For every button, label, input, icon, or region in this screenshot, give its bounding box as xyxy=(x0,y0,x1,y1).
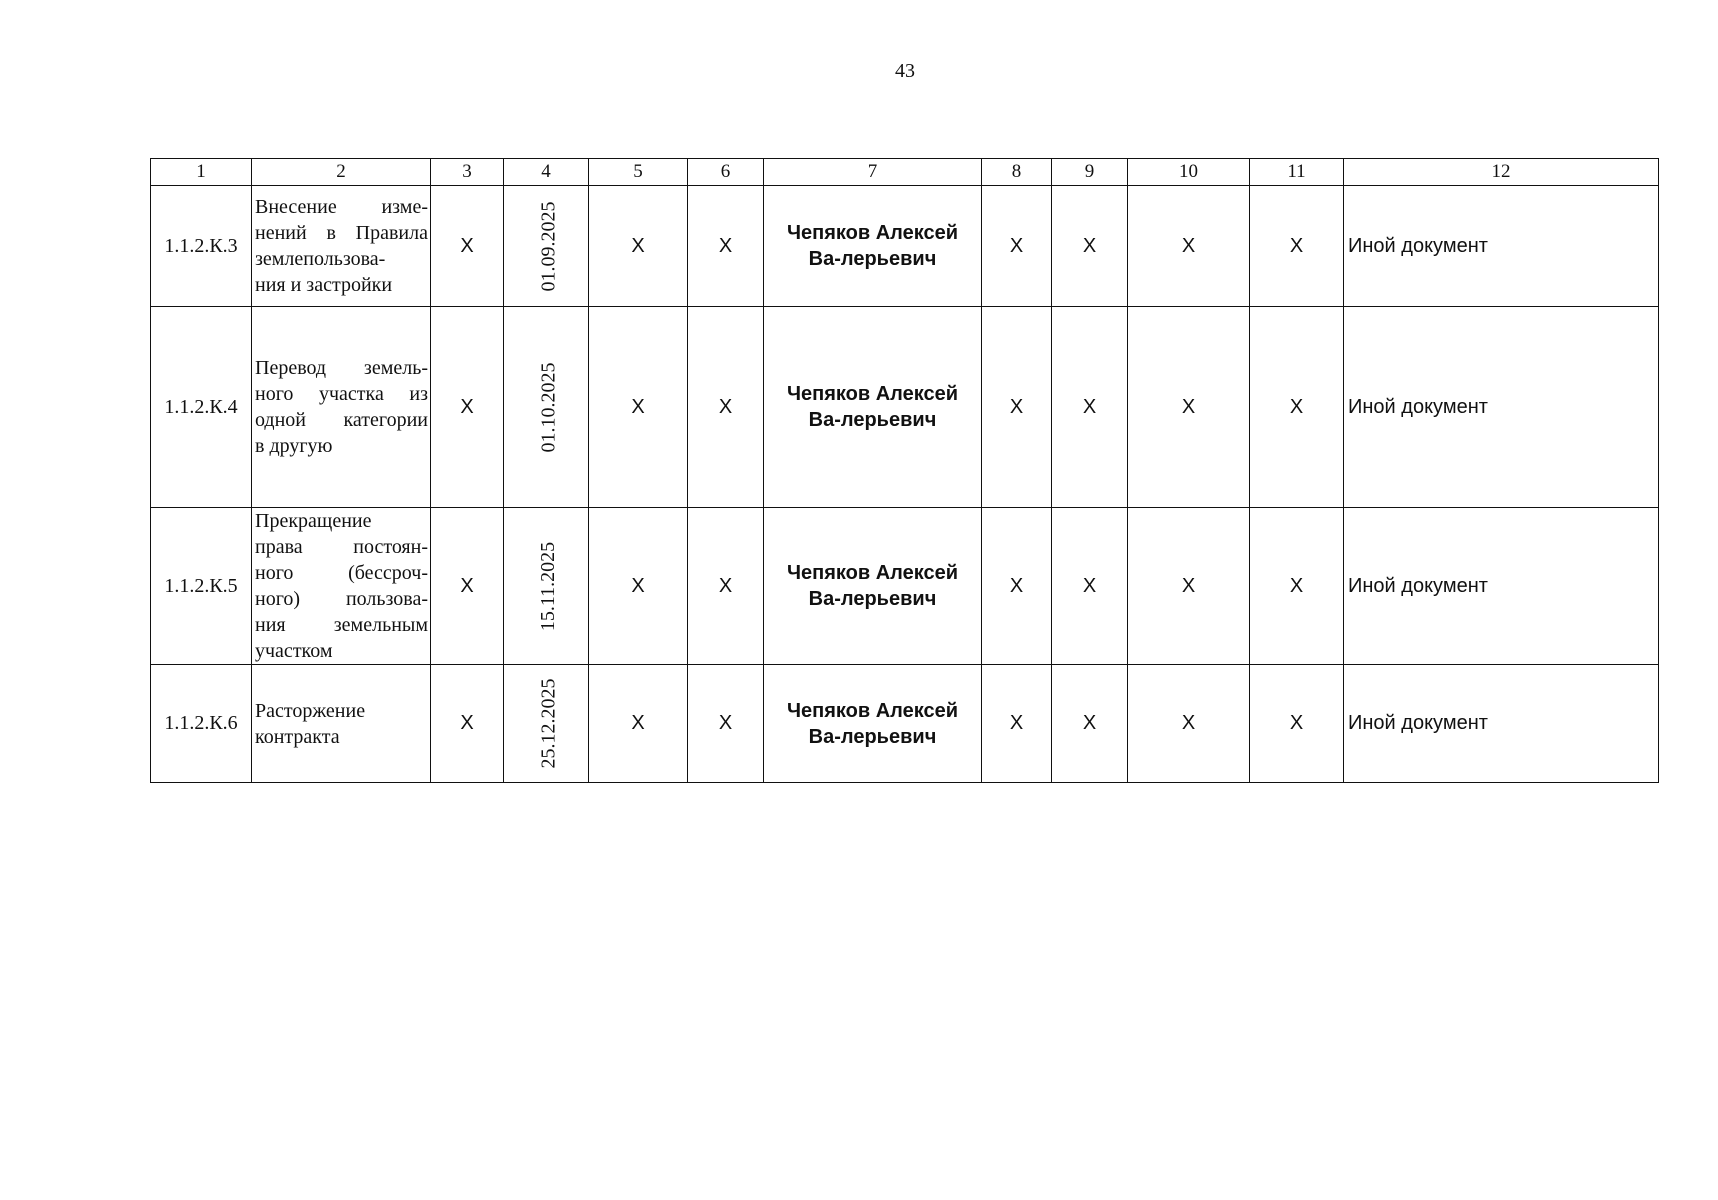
row-responsible: Чепяков Алексей Ва-лерьевич xyxy=(764,186,982,307)
cell-x: X xyxy=(589,665,688,783)
row-name-line: в другую xyxy=(255,435,333,457)
header-cell: 5 xyxy=(589,159,688,186)
row-date-text: 01.10.2025 xyxy=(537,362,560,452)
row-name-line: землепользова- xyxy=(255,248,386,270)
row-code: 1.1.2.К.6 xyxy=(151,665,252,783)
row-date xyxy=(504,186,589,307)
header-row xyxy=(151,159,1659,186)
cell-x: X xyxy=(982,665,1052,783)
row-date xyxy=(504,508,589,665)
row-name-line: ного) пользова- xyxy=(255,588,428,610)
row-responsible: Чепяков Алексей Ва-лерьевич xyxy=(764,307,982,508)
cell-x: X xyxy=(688,665,764,783)
header-cell: 1 xyxy=(151,159,252,186)
row-name-line: Прекращение xyxy=(255,510,372,532)
table-header xyxy=(151,159,1659,186)
cell-x: X xyxy=(982,186,1052,307)
row-name-line: ного (бессроч- xyxy=(255,562,428,584)
row-name-line: ного участка из xyxy=(255,383,428,405)
row-code: 1.1.2.К.3 xyxy=(151,186,252,307)
row-name xyxy=(252,307,431,508)
cell-x: X xyxy=(589,186,688,307)
header-cell: 10 xyxy=(1128,159,1250,186)
row-code: 1.1.2.К.5 xyxy=(151,508,252,665)
row-name-line: Перевод земель- xyxy=(255,357,428,379)
cell-x: X xyxy=(688,186,764,307)
row-name xyxy=(252,508,431,665)
row-document: Иной документ xyxy=(1344,186,1659,307)
header-cell: 6 xyxy=(688,159,764,186)
header-cell: 9 xyxy=(1052,159,1128,186)
cell-x: X xyxy=(589,508,688,665)
cell-x: X xyxy=(1052,665,1128,783)
cell-x: X xyxy=(431,186,504,307)
header-cell: 2 xyxy=(252,159,431,186)
row-document: Иной документ xyxy=(1344,665,1659,783)
row-date-text: 15.11.2025 xyxy=(537,541,560,631)
row-name-line: Внесение изме- xyxy=(255,196,428,218)
cell-x: X xyxy=(982,307,1052,508)
table-row xyxy=(151,186,1659,307)
row-name-line: одной категории xyxy=(255,409,428,431)
cell-x: X xyxy=(1052,508,1128,665)
plan-table xyxy=(150,158,1659,783)
cell-x: X xyxy=(1128,307,1250,508)
row-document: Иной документ xyxy=(1344,307,1659,508)
row-name-line: ния земельным xyxy=(255,614,428,636)
row-name-line: ния и застройки xyxy=(255,274,393,296)
row-name xyxy=(252,186,431,307)
row-name-line: контракта xyxy=(255,725,340,748)
cell-x: X xyxy=(688,307,764,508)
row-name-line: участком xyxy=(255,640,333,662)
table-body xyxy=(151,186,1659,783)
cell-x: X xyxy=(1052,307,1128,508)
cell-x: X xyxy=(431,665,504,783)
row-name xyxy=(252,665,431,783)
table-row xyxy=(151,508,1659,665)
row-document: Иной документ xyxy=(1344,508,1659,665)
page-number: 43 xyxy=(895,60,915,82)
row-code: 1.1.2.К.4 xyxy=(151,307,252,508)
cell-x: X xyxy=(1052,186,1128,307)
cell-x: X xyxy=(1250,307,1344,508)
cell-x: X xyxy=(982,508,1052,665)
cell-x: X xyxy=(431,307,504,508)
header-cell: 12 xyxy=(1344,159,1659,186)
row-responsible: Чепяков Алексей Ва-лерьевич xyxy=(764,508,982,665)
row-name-line: Расторжение xyxy=(255,699,366,722)
cell-x: X xyxy=(1128,508,1250,665)
cell-x: X xyxy=(1250,508,1344,665)
cell-x: X xyxy=(1250,186,1344,307)
table-row xyxy=(151,307,1659,508)
cell-x: X xyxy=(1128,665,1250,783)
cell-x: X xyxy=(688,508,764,665)
cell-x: X xyxy=(431,508,504,665)
row-name-line: права постоян- xyxy=(255,536,428,558)
row-date-text: 25.12.2025 xyxy=(537,678,560,769)
row-responsible: Чепяков Алексей Ва-лерьевич xyxy=(764,665,982,783)
row-date xyxy=(504,665,589,783)
header-cell: 8 xyxy=(982,159,1052,186)
cell-x: X xyxy=(1250,665,1344,783)
cell-x: X xyxy=(589,307,688,508)
row-name-line: нений в Правила xyxy=(255,222,428,244)
cell-x: X xyxy=(1128,186,1250,307)
table-row xyxy=(151,665,1659,783)
row-date xyxy=(504,307,589,508)
header-cell: 11 xyxy=(1250,159,1344,186)
header-cell: 7 xyxy=(764,159,982,186)
row-date-text: 01.09.2025 xyxy=(537,201,560,291)
header-cell: 3 xyxy=(431,159,504,186)
header-cell: 4 xyxy=(504,159,589,186)
